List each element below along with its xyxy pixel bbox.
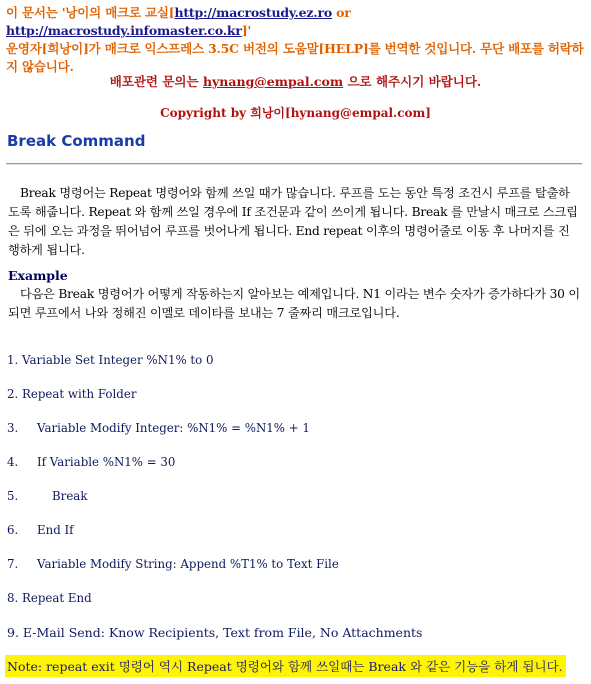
notice-prefix: 이 문서는 '낭이의 매크로 교실[ (6, 5, 175, 20)
translation-notice (6, 4, 586, 76)
intro-text: Break 명령어는 Repeat 명령어와 함께 쓰일 때가 많습니다. 루프를 도는 동안 특정 조건시 루프를 탈출하도록 해줍니다. Repeat 와 함께 쓰일 경우에 If 조건문과 같이 쓰이게 됩니다. Break 를 만날시 매크로 스크립은 뒤에 오는 과정을 뛰어넘어 루프를 벗어나게 됩니다. End repeat 이후의 명령어줄로 이동 후 나머지를 진행하게 됩니다. (8, 186, 578, 257)
intro-paragraph (8, 184, 580, 260)
macro-step-7: 7. Variable Modify String: Append %T1% to Text File (7, 557, 339, 571)
macro-step-2: 2. Repeat with Folder (7, 387, 137, 401)
horizontal-divider (6, 163, 582, 165)
macro-step-1: 1. Variable Set Integer %N1% to 0 (7, 353, 214, 367)
contact-prefix: 배포관련 문의는 (109, 74, 203, 89)
macrostudy-infomaster-link[interactable]: http://macrostudy.infomaster.co.kr (6, 23, 242, 38)
macrostudy-ezro-link[interactable]: http://macrostudy.ez.ro (174, 5, 332, 20)
copyright: Copyright by 희낭이[hynang@empal.com] (160, 106, 431, 120)
macro-step-4: 4. If Variable %N1% = 30 (7, 455, 176, 469)
macro-step-5: 5. Break (7, 489, 88, 503)
macro-step-9: 9. E-Mail Send: Know Recipients, Text from File, No Attachments (7, 625, 423, 640)
macro-step-6: 6. End If (7, 523, 74, 537)
page-title: Break Command (7, 132, 146, 150)
macro-step-8: 8. Repeat End (7, 591, 92, 605)
contact-suffix: 으로 해주시기 바랍니다. (343, 74, 482, 89)
notice-or: or (331, 5, 351, 20)
macro-step-3: 3. Variable Modify Integer: %N1% = %N1% + 1 (7, 421, 310, 435)
example-paragraph (8, 285, 580, 323)
notice-rest: 운영자[희낭이]가 매크로 익스프레스 3.5C 버전의 도움말[HELP]를 번역한 것입니다. 무단 배포를 허락하지 않습니다. (6, 41, 584, 74)
notice-after-links: ]' (241, 23, 252, 38)
distribution-contact (0, 72, 591, 90)
example-text: 다음은 Break 명령어가 어떻게 작동하는지 알아보는 예제입니다. N1 이라는 변수 숫자가 증가하다가 30 이 되면 루프에서 나와 정해진 이멜로 데이타를 보내는 7 줄짜리 매크로입니다. (8, 287, 580, 320)
highlighted-note: Note: repeat exit 명령어 역시 Repeat 명령어와 함께 쓰일때는 Break 와 같은 기능을 하게 됩니다. (5, 655, 566, 677)
contact-email-link[interactable]: hynang@empal.com (202, 74, 344, 89)
example-heading: Example (8, 268, 68, 283)
